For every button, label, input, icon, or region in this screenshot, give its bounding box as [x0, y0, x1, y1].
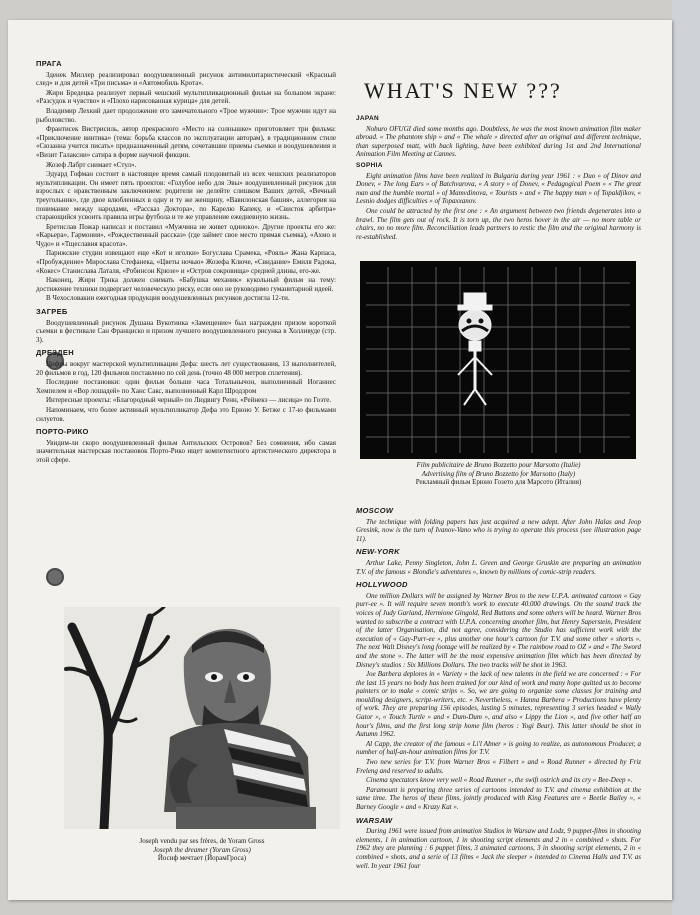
- section-heading: ПРАГА: [36, 59, 62, 68]
- paragraph: Жозеф Лабрт снимает «Стул».: [46, 160, 137, 169]
- film-caption: [356, 461, 641, 487]
- left-column: [36, 55, 336, 466]
- paragraph: Интересные проекты: «Благородный черный» по Людвигу Ренн, «Рейнекэ — лисица» по Гоэте.: [46, 396, 332, 405]
- paragraph: Eight animation films have been realized in Bulgaria during year 1961 : « Duo » of Dinov and Donev, « The long Ears » of Batchvarova, « A story » of Donev, « Pedagogical Poem » « The great man and the humble mortal » of Mamvdinova, « Tourists » and « The happy man » of Topaldjikov, « Lesnio dodges difficulties » of Topaxxanov.: [356, 171, 641, 206]
- paragraph: Последние постановки: один фильм больше часа Тотальнычон, выполненный Иоганнес Хемпелем и «Вор лошадей» по Ханс Сакс, выполненный Карл Шродзром: [36, 378, 336, 395]
- paragraph: Наконец, Жири Трнка должен снимать «Бабушка механик» кукольный фильм на тему: достижение техники подвергает человеческую риску, если оно не руководимо гуманитарной идеей.: [36, 276, 336, 293]
- caption-russian: Рекламный фильм Ерюно Гозето для Марсотo (Италия): [415, 478, 582, 486]
- film-still-image: [360, 261, 636, 459]
- binder-hole-icon: [46, 568, 64, 586]
- paragraph: Noburo OFUGI died some months ago. Doubtless, he was the most known animation film maker abroad. « The phantom ship » and « The whale » directed after an original and different technique, than superposed matt, with back lighting, have been exhibited during 1st and 2nd International Animation Film Meeting at Cannes.: [356, 124, 641, 159]
- paragraph: Cinema spectators know very well « Road Runner », the swift ostrich and its cry « Bee-Deep ».: [366, 776, 633, 785]
- paragraph: Paramount is preparing three series of cartoons intended to T.V. and cinema exhibition at the same time. The heros of these films, jointly produced with King Features are « Beetle Bailey », « Barney Google » and « Krazy Kat ».: [356, 785, 641, 811]
- section-heading: ПОРТО-РИКО: [36, 427, 89, 437]
- section-heading: NEW-YORK: [356, 547, 400, 557]
- cartoon-grid-illustration: [360, 261, 636, 459]
- paragraph: Жири Бредецка реализует первый чешский мультипликационный фильм на большом экране: «Разсудок и чувство» и «Плохо нарисованная курица» для детей.: [36, 88, 336, 106]
- section-heading: JAPAN: [356, 115, 380, 122]
- section-heading: HOLLYWOOD: [356, 580, 408, 590]
- right-column-top: [356, 112, 641, 242]
- paragraph: Цифры вокруг мастерской мультипликации Дефа: шесть лет существования, 13 выполнителей, 20 фильмов в год, 120 фильмов поставлено по сей день (точно 48 000 метров сплетения).: [36, 360, 336, 377]
- caption-french: Joseph vendu par ses frères, de Yoram Gross: [139, 837, 265, 845]
- puppet-photo: [64, 607, 340, 829]
- paragraph: During 1961 were issued from animation Studios in Warsaw and Lodz, 9 puppet-films in shooting elements, 1 in animation cartoon, 1 in shooting script elements and 2 in « combined » shots. For 1962 they are planning : 6 puppet films, 3 animated cartoons, 3 in shooting script elements, 2 in « combined » shots, and a serie of 13 films « Jack the sleeper » intended to Cinema Halls and T.V. as well. In year 1961 four: [356, 827, 641, 870]
- caption-english: Joseph the dreamer (Yoram Gross): [153, 845, 251, 854]
- magazine-page: [8, 20, 672, 900]
- paragraph: One could be attracted by the first one : « An argument between two friends degenerates into a brawl. The film gets out of rock. It is torn up, the two heros hover in the air — no more table or chairs, no no more film. Reconciliation leads partners to restic the film and the original harmony is re-established.: [356, 206, 641, 241]
- caption-russian: Йосиф мечтает (ЙорамГроса): [157, 854, 247, 862]
- puppet-illustration: [64, 607, 340, 829]
- photo-caption: [64, 837, 340, 863]
- paragraph: Al Capp, the creator of the famous « Li'l Abner » is going to realize, as autonomous Producer, a number of half-an-hour animation films for T.V.: [356, 739, 641, 757]
- section-heading: SOPHIA: [356, 161, 383, 169]
- caption-french: Film publicitaire de Bruno Bozzetto pour Marsotto (Italie): [416, 461, 581, 469]
- paragraph: Увидим-ли скоро воодушевленный фильм Антильских Островов? Без сомнения, ибо самая значительная мастерская постановок Порто-Рико ищет компетентного артистического директора в этой сфере.: [36, 438, 336, 464]
- paragraph: Arthur Lake, Penny Singleton, John L. Green and George Gruskin are preparing an animation T.V. of the famous « Blondie's adventures », known by millions of comic-strip readers.: [356, 558, 641, 576]
- page-title: WHAT'S NEW ???: [364, 78, 562, 103]
- paragraph: Two new series for T.V. from Warner Bros « Filbert » and « Road Runner » directed by Friz Freleng and reserved to adults.: [356, 758, 641, 775]
- paragraph: One million Dollars will be assigned by Warner Bros to the new U.P.A. animated cartoon « Gay purr-ee ». It will require seven month's work to execute 40.000 drawings. On the sound track the voices of Judy Garland, Hermione Gingold, Red Buttons and some others will be heard. Warner Bros wanted to subscribe a contract with U.P.A. concerning another film, but Henry Saperstein, President of the latter Organisation, did not agree, considering the Studio has sufficient work with the execution of « Gay-Purr-ee », plus another one hour's cartoon for T.V. and some other « shorts ». The next Walt Disney's long footage will be realized by « The rainbow road to OZ » and « The Sword and the stone ». The latter will be the most expensive animation film which has been directed by Disney's studios : Six Millions Dollars. The two tracks will be shot in 1963.: [356, 591, 641, 669]
- paragraph: В Чехословакии ежегодная продукция воодушевленных рисунков достигла 12-ти.: [46, 294, 290, 303]
- paragraph: Joe Barbera deplores in « Variety » the lack of new talents in the field we are concerned : « For the last 15 years no body has been trained for our kind of work and many hope quitted us to become painters or to make « comic strips ». So, we are going to organize some classes for training and moulding designers, script-writers, etc. » Nevertheless, « Hanna Barbera » Productions have plenty of work. They are preparing 156 episodes, lasting 5 minutes, representing 3 series headed « Wally Gator », « Touch Turtle » and « Dum-Dum », and also « Lippy the Lion », and five other half an hour's films, and the first long strip home film (heros : Yogi Bear). This latter should be shot in Autumn 1962.: [356, 670, 641, 739]
- paragraph: Владимир Лехкий дает продолжение его замечательного «Трое мужчин»: Трое мужчин идут на рыболовство.: [36, 106, 336, 124]
- section-heading: ДРЕЗДЕН: [36, 348, 74, 358]
- paragraph: Франтисек Вистрисиль, автор прекрасного «Место на солнышке» приготовляет три фильма: «Приключение винтика» (тема: борьба классов по эксплуатации авторам), в традиционном стиле «Сюзанна учится писать» предназначенный детям, сочетавшие приемы съемки и воодушевления и «Визит Галаксии» сатира в форме научной фикции.: [36, 125, 336, 159]
- paragraph: Парижские студии извещают еще «Кот и иголки» Богуслава Срамека, «Рояль» Жана Карпаса, «Пробуждение» Мирослава Стефанека, «Цветы ночью» Жозефа Ключе, «Свидание» Емиля Радока, «Кокес» Станислава Латаля, «Робинсон Крюзе» и «Остров сокровища» средней длины, его-же.: [36, 249, 336, 275]
- section-heading: MOSCOW: [356, 506, 394, 515]
- right-column-bottom: [356, 502, 641, 871]
- paragraph: Зденек Миллер реализировал воодушевленный рисунок антимилитаристический «Красный след» и для детей «Три письма» и «Автомобиль Крота».: [36, 70, 336, 88]
- section-heading: ЗАГРЕБ: [36, 307, 68, 317]
- graph-paper-background: [672, 0, 700, 915]
- paragraph: The technique with folding papers has just acquired a new adept. After John Halas and Jeop Gresink, now is the turn of Ivanov-Vano who is trying to operate this process (see illustration page 11).: [356, 517, 641, 543]
- caption-english: Advertising film of Bruno Bozzetto for Marsotto (Italy): [421, 469, 576, 478]
- paragraph: Бретислав Пожар написал и поставил «Мужчина не живет одинокo». Другие проекты его же: «Карьера», Гармония», «Рождественный рассказ» (где займет свое место прямая съемка), «Ахмо и Чудо» и «Тщеславия красота».: [36, 222, 336, 248]
- section-heading: WARSAW: [356, 815, 393, 825]
- paragraph: Воодушевленный рисунок Душана Вукотинка «Замещение» был награжден призом короткой съемки в фестивале Сан Франциско и призом лучшего воодушевленного рисунка в Холливуде (стр. 3).: [36, 318, 336, 344]
- paragraph: Эдуард Гофман состоит в настоящее время самый плодовитый из всех чешских реализаторов мультипликации. Он имеет пять проектов: «Голубое небо для Эвы» воодушевленный рисунок для взрослых с нравственным заключением: родители не делейте слишком Ваших детей, «Вечный треугольник», где двое влюбленных в одну и ту же женщину, «Вавилонская башня», аллегория на понимание между народами, «Рассказ Доктора», по Карелю Капеку, и «Свисток арбитра» старающийся усвоить правила игры футбола и те же управление ежедневную жизнь.: [36, 170, 336, 222]
- paragraph: Напоминаем, что более активный мультипликатор Дефа это Ерюно У. Бетже с 17-ю фильмами силуетов.: [36, 405, 336, 423]
